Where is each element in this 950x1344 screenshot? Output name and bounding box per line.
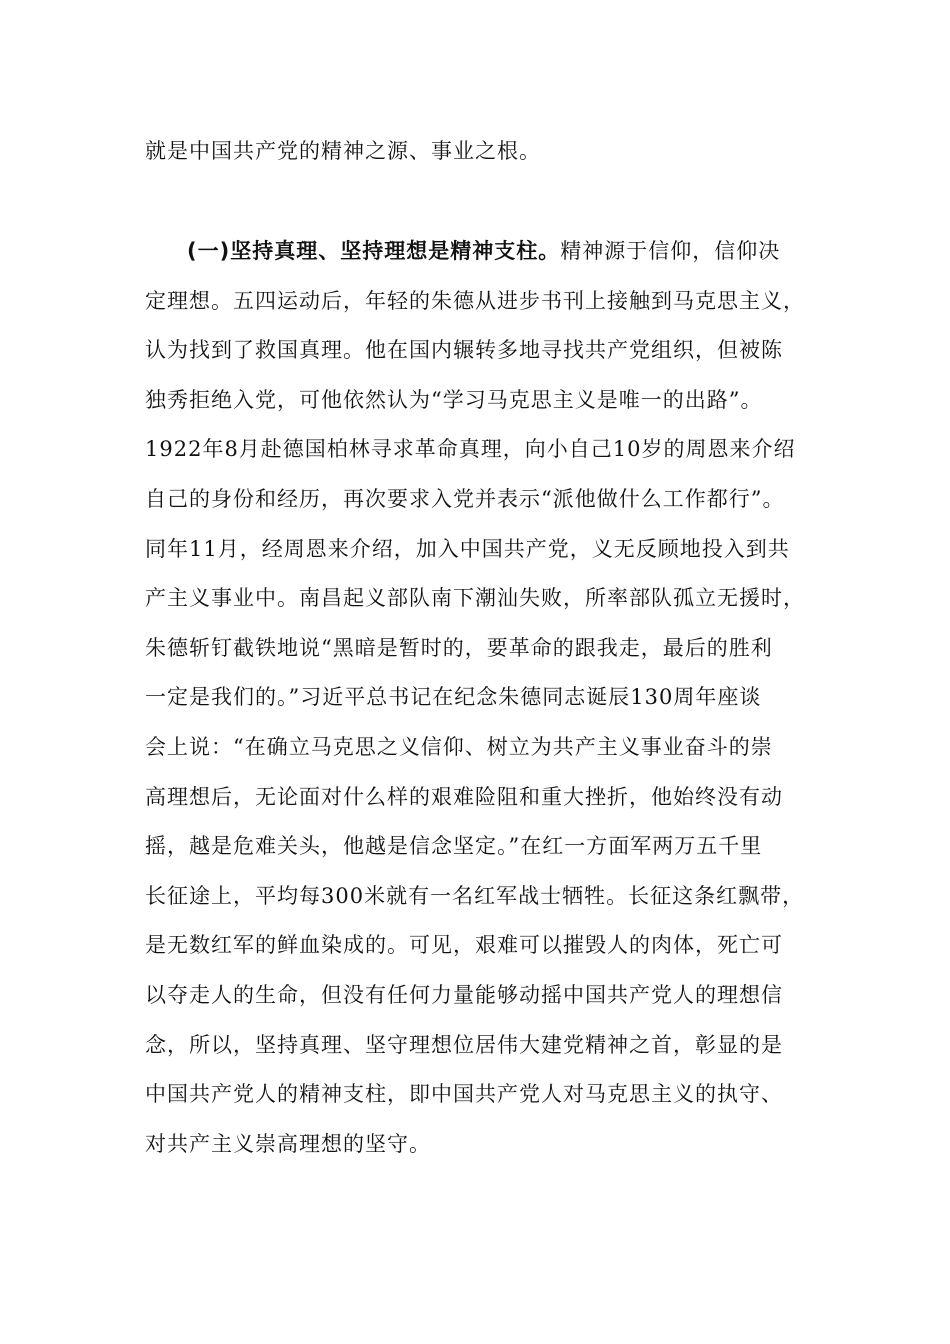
paragraph-line: 独秀拒绝入党，可他依然认为“学习马克思主义是唯一的出路”。 bbox=[145, 387, 763, 412]
paragraph-line: 是无数红军的鲜血染成的。可见，艰难可以摧毁人的肉体，死亡可 bbox=[145, 933, 783, 958]
paragraph-line: 一定是我们的。”习近平总书记在纪念朱德同志诞辰130周年座谈 bbox=[145, 685, 762, 710]
paragraph-line: 同年11月，经周恩来介绍，加入中国共产党，义无反顾地投入到共 bbox=[145, 536, 790, 561]
section-paragraph bbox=[145, 227, 835, 1169]
paragraph-line: 摇，越是危难关头，他越是信念坚定。”在红一方面军两万五千里 bbox=[145, 834, 763, 859]
paragraph-line: 会上说：“在确立马克思之义信仰、树立为共产主义事业奋斗的崇 bbox=[145, 734, 773, 759]
paragraph-line: 以夺走人的生命，但没有任何力量能够动摇中国共产党人的理想信 bbox=[145, 982, 783, 1007]
paragraph-line: 长征途上，平均每300米就有一名红军战士牺牲。长征这条红飘带， bbox=[145, 883, 805, 908]
paragraph-line-rest: 精神源于信仰，信仰决 bbox=[560, 239, 781, 263]
paragraph-line: 产主义事业中。南昌起义部队南下潮汕失败，所率部队孤立无援时， bbox=[145, 586, 805, 611]
paragraph-line: 自己的身份和经历，再次要求入党并表示“派他做什么工作都行”。 bbox=[145, 486, 785, 511]
paragraph-line: 中国共产党人的精神支柱，即中国共产党人对马克思主义的执守、 bbox=[145, 1082, 783, 1107]
paragraph-line: 对共产主义崇高理想的坚守。 bbox=[145, 1131, 431, 1156]
paragraph-line: 朱德斩钉截铁地说“黑暗是暂时的，要革命的跟我走，最后的胜利 bbox=[145, 635, 773, 660]
intro-paragraph bbox=[145, 127, 835, 177]
paragraph-line: 1922年8月赴德国柏林寻求革命真理，向小自己10岁的周恩来介绍 bbox=[145, 437, 796, 462]
paragraph-line: 认为找到了救国真理。他在国内辗转多地寻找共产党组织，但被陈 bbox=[145, 338, 783, 363]
paragraph-line: 高理想后，无论面对什么样的艰难险阻和重大挫折，他始终没有动 bbox=[145, 784, 783, 809]
paragraph-first-line bbox=[145, 227, 835, 277]
paragraph-line: 就是中国共产党的精神之源、事业之根。 bbox=[145, 139, 541, 163]
section-heading: (一)坚持真理、坚持理想是精神支柱。 bbox=[187, 239, 561, 263]
paragraph-line: 定理想。五四运动后，年轻的朱德从进步书刊上接触到马克思主义， bbox=[145, 288, 805, 313]
paragraph-line: 念，所以，坚持真理、坚守理想位居伟大建党精神之首，彰显的是 bbox=[145, 1032, 783, 1057]
